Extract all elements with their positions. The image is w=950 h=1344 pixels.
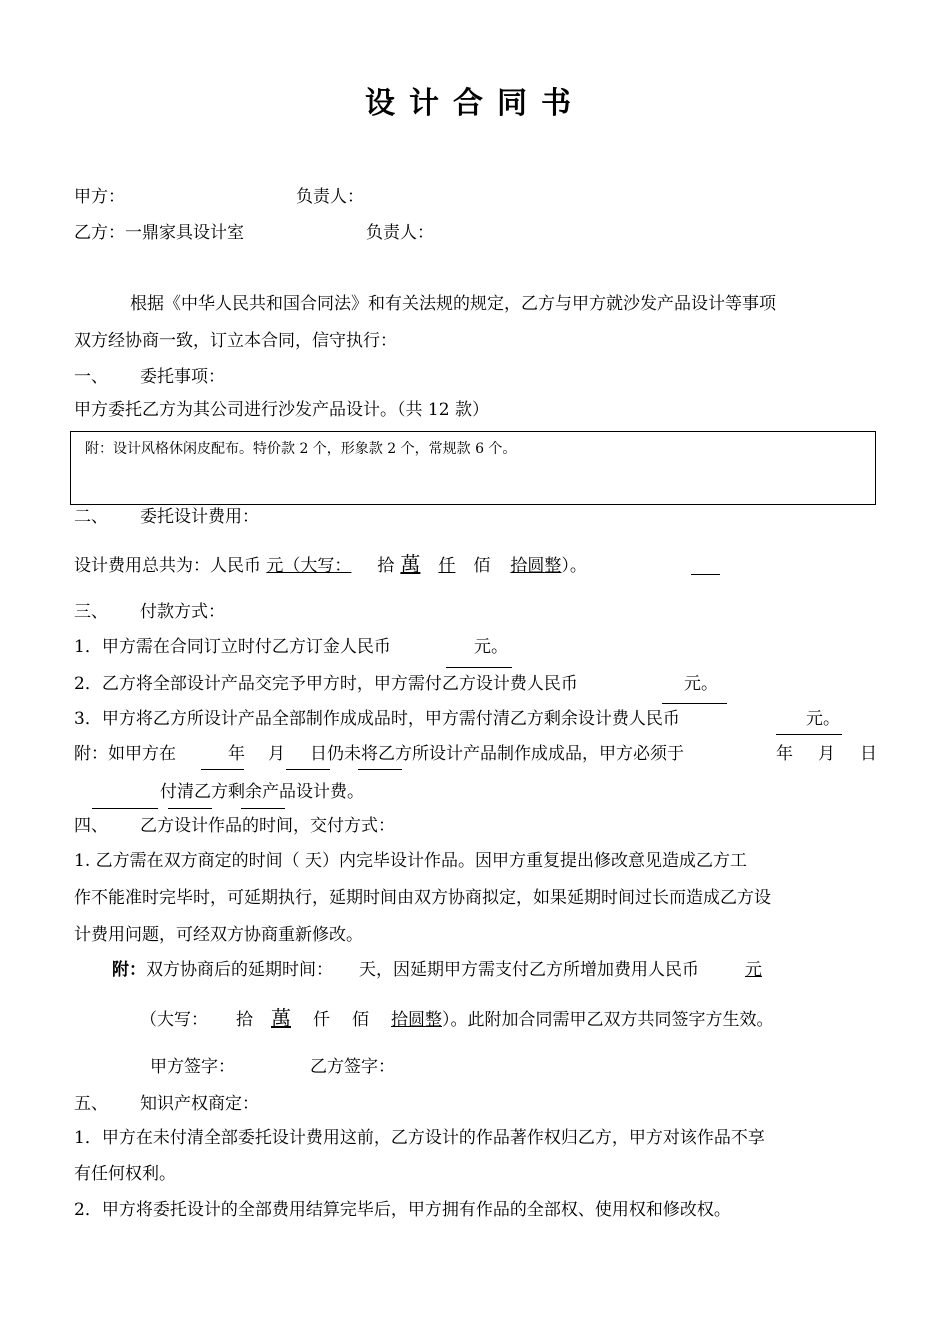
section-4-title: 乙方设计作品的时间，交付方式： xyxy=(140,816,395,836)
payment-note-year-2-blank[interactable] xyxy=(92,808,158,809)
payment-3-blank[interactable] xyxy=(776,734,842,735)
party-b-owner: 负责人： xyxy=(366,223,434,243)
extension-capital-bai: 佰 xyxy=(352,1010,369,1030)
intro-line-2: 双方经协商一致，订立本合同，信守执行： xyxy=(74,331,397,351)
intro-line-1: 根据《中华人民共和国合同法》和有关法规的规定，乙方与甲方就沙发产品设计等事项 xyxy=(130,294,776,314)
delivery-1-line-3: 计费用问题，可经双方协商重新修改。 xyxy=(74,925,363,945)
extension-capital-shi2: 拾圆 xyxy=(391,1010,425,1030)
payment-2-unit: 元。 xyxy=(684,674,718,694)
extension-line xyxy=(112,959,796,981)
payment-note-month-2: 月 xyxy=(818,744,835,764)
fee-yuan: 元（大写： xyxy=(266,556,352,576)
ip-1-line-2: 有任何权利。 xyxy=(74,1164,176,1184)
extension-capital-qian: 仟 xyxy=(313,1010,330,1030)
payment-note-month: 月 xyxy=(268,744,285,764)
payment-note-middle: 日仍未将乙方所设计产品制作成成品，甲方必须于 xyxy=(310,744,684,764)
section-5-number: 五、 xyxy=(74,1094,108,1114)
payment-3: 3．甲方将乙方所设计产品全部制作成成品时，甲方需付清乙方剩余设计费人民币 xyxy=(74,709,680,729)
section-2-number: 二、 xyxy=(74,507,108,527)
extension-capital-zheng: 整 xyxy=(425,1010,442,1030)
payment-note-year-blank[interactable] xyxy=(201,769,244,770)
extension-capital-line xyxy=(140,1007,774,1031)
section-4-number: 四、 xyxy=(74,816,108,836)
note-box xyxy=(70,431,876,505)
extension-capital-prefix: （大写： xyxy=(140,1010,208,1030)
fee-line xyxy=(74,553,587,577)
ip-2: 2．甲方将委托设计的全部费用结算完毕后，甲方拥有作品的全部权、使用权和修改权。 xyxy=(74,1200,731,1220)
section-5-title: 知识产权商定： xyxy=(140,1094,259,1114)
fee-bai: 佰 xyxy=(473,556,491,576)
fee-wan: 萬 xyxy=(400,552,421,576)
delivery-1-line-1: 1. 乙方需在双方商定的时间（ 天）内完毕设计作品。因甲方重复提出修改意见造成乙方工 xyxy=(74,851,748,871)
payment-2: 2．乙方将全部设计产品交完予甲方时，甲方需付乙方设计费人民币 xyxy=(74,674,578,694)
extension-middle: 天，因延期甲方需支付乙方所增加费用人民币 xyxy=(359,960,699,980)
payment-note-year-2: 年 xyxy=(776,744,793,764)
section-3-number: 三、 xyxy=(74,602,108,622)
extension-capital-shi: 拾 xyxy=(236,1010,253,1030)
payment-1-unit: 元。 xyxy=(474,637,508,657)
fee-prefix: 设计费用总共为：人民币 xyxy=(74,556,267,576)
payment-note-prefix: 附：如甲方在 xyxy=(74,744,176,764)
payment-note-end: 付清乙方剩余产品设计费。 xyxy=(160,782,364,802)
payment-note-day-2-blank[interactable] xyxy=(241,808,285,809)
section-1-text: 甲方委托乙方为其公司进行沙发产品设计。（共 12 款） xyxy=(74,400,489,420)
party-b-signature[interactable]: 乙方签字： xyxy=(310,1057,395,1077)
section-1-number: 一、 xyxy=(74,367,108,387)
party-a-owner: 负责人： xyxy=(296,187,364,207)
extension-capital-suffix: ）。此附加合同需甲乙双方共同签字方生效。 xyxy=(442,1010,774,1030)
payment-1: 1．甲方需在合同订立时付乙方订金人民币 xyxy=(74,637,391,657)
party-a-signature[interactable]: 甲方签字： xyxy=(150,1057,235,1077)
payment-note-day-blank[interactable] xyxy=(358,769,402,770)
fee-close: ）。 xyxy=(561,556,587,576)
extension-capital-wan: 萬 xyxy=(271,1006,291,1030)
payment-1-blank[interactable] xyxy=(446,667,512,668)
fee-extra-blank[interactable] xyxy=(691,574,720,575)
delivery-1-line-2: 作不能准时完毕时，可延期执行，延期时间由双方协商拟定，如果延期时间过长而造成乙方设 xyxy=(74,888,771,908)
fee-qian: 仟 xyxy=(438,556,456,576)
payment-note-month-2-blank[interactable] xyxy=(168,808,212,809)
section-3-title: 付款方式： xyxy=(140,602,225,622)
page-title: 设计合同书 xyxy=(365,86,585,121)
section-1-title: 委托事项： xyxy=(140,367,225,387)
payment-2-blank[interactable] xyxy=(662,703,727,704)
extension-prefix: 双方协商后的延期时间： xyxy=(146,960,333,980)
party-b-label: 乙方：一鼎家具设计室 xyxy=(74,223,244,243)
fee-shi2: 拾圆 xyxy=(510,556,545,576)
party-a-label: 甲方： xyxy=(74,187,125,207)
extension-unit: 元 xyxy=(745,960,762,980)
fee-shi: 拾 xyxy=(377,556,395,576)
ip-1-line-1: 1．甲方在未付清全部委托设计费用这前，乙方设计的作品著作权归乙方，甲方对该作品不享 xyxy=(74,1128,765,1148)
payment-note-year: 年 xyxy=(228,744,245,764)
payment-note-day-2: 日 xyxy=(860,744,877,764)
fee-zheng: 整 xyxy=(544,556,562,576)
extension-fu: 附： xyxy=(112,960,146,980)
section-2-title: 委托设计费用： xyxy=(140,507,259,527)
payment-3-unit: 元。 xyxy=(806,709,840,729)
note-box-text: 附：设计风格休闲皮配布。特价款 2 个，形象款 2 个，常规款 6 个。 xyxy=(85,441,517,457)
payment-note-month-blank[interactable] xyxy=(286,769,330,770)
